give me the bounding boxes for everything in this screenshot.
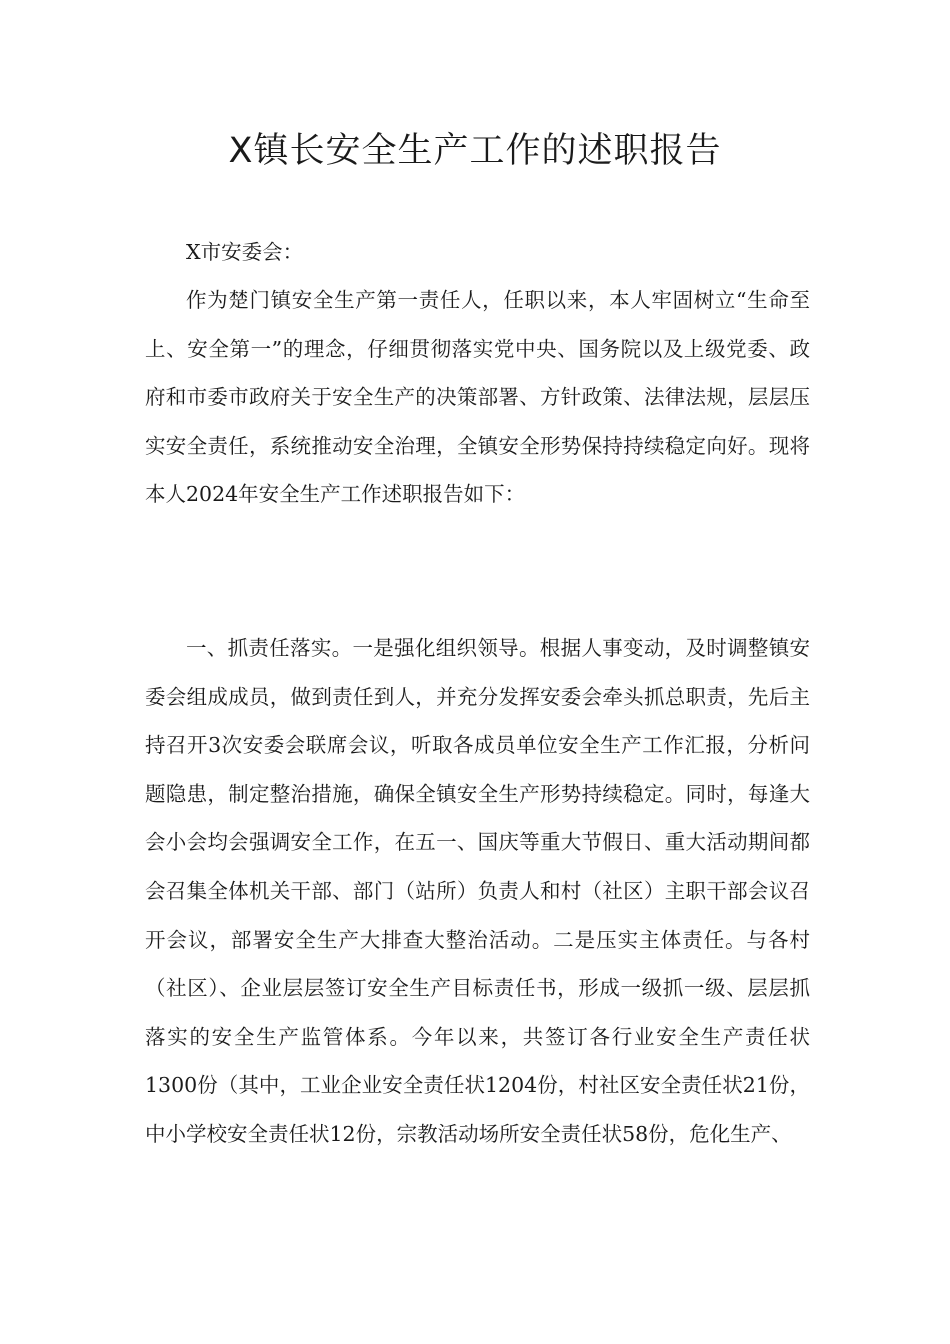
document-title: X镇长安全生产工作的述职报告: [228, 131, 722, 171]
salutation: X市安委会：: [186, 240, 304, 264]
paragraph-intro: 作为楚门镇安全生产第一责任人，任职以来，本人牢固树立“生命至上、安全第一”的理念，仔细贯彻落实党中央、国务院以及上级党委、政府和市委市政府关于安全生产的决策部署、方针政策、法律法规，层层压实安全责任，系统推动安全治理，全镇安全形势保持持续稳定向好。现将本人2024年安全生产工作述职报告如下：: [145, 288, 810, 507]
paragraph-responsibility: 一、抓责任落实。一是强化组织领导。根据人事变动，及时调整镇安委会组成成员，做到责任到人，并充分发挥安委会牵头抓总职责，先后主持召开3次安委会联席会议，听取各成员单位安全生产工作汇报，分析问题隐患，制定整治措施，确保全镇安全生产形势持续稳定。同时，每逢大会小会均会强调安全工作，在五一、国庆等重大节假日、重大活动期间都会召集全体机关干部、部门（站所）负责人和村（社区）主职干部会议召开会议，部署安全生产大排查大整治活动。二是压实主体责任。与各村（社区）、企业层层签订安全生产目标责任书，形成一级抓一级、层层抓落实的安全生产监管体系。今年以来，共签订各行业安全生产责任状1300份（其中，工业企业安全责任状1204份，村社区安全责任状21份，中小学校安全责任状12份，宗教活动场所安全责任状58份，危化生产、: [145, 636, 810, 1146]
